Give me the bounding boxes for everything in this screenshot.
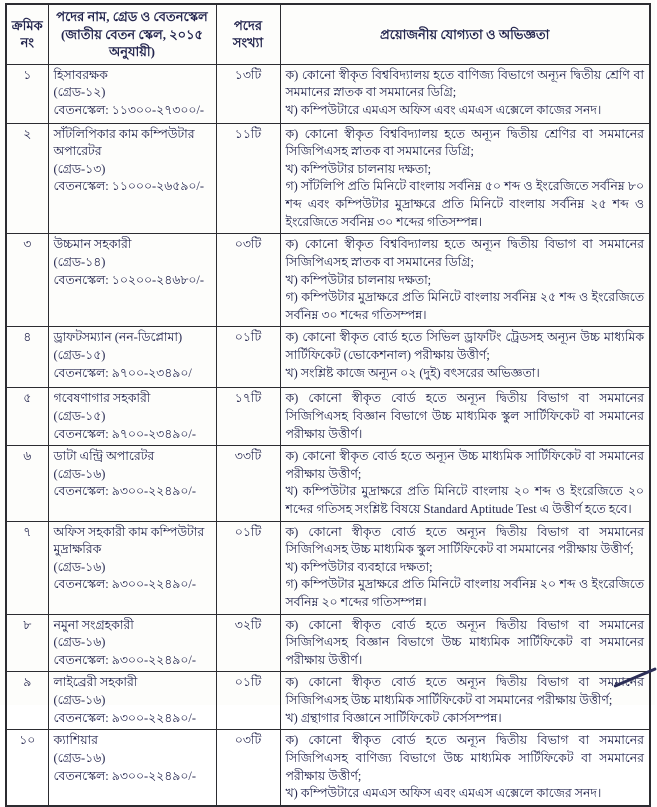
header-serial: ক্রমিক নং [6, 4, 48, 64]
table-row [6, 614, 650, 672]
post-grade: (গ্রেড-১২) [53, 85, 106, 100]
serial-cell: ১০ [6, 730, 48, 806]
vacancy-count-cell: ১৩টি [216, 64, 280, 123]
qualification-line: ক) কোনো স্বীকৃত বোর্ড হতে অন্যূন দ্বিতীয় বিভাগ বা সমমানের সিজিপিএসহ বিজ্ঞান বিভাগে উচ্চ মাধ্যমিক স্কুল সার্টিফিকেট বা সমমানের পরীক্ষায় উত্তীর্ণ। [285, 391, 644, 441]
table-row [6, 672, 650, 730]
post-pay-scale: বেতনস্কেল: ৯৩০০-২২৪৯০/- [53, 652, 196, 667]
qualification-line: খ) সংশ্লিষ্ট কাজে অন্যূন ০২ (দুই) বৎসরের অভিজ্ঞতা। [285, 365, 540, 380]
qualification-line: খ) কম্পিউটারে এমএস অফিস এবং এমএস এক্সেলে কাজের সনদ। [285, 102, 602, 117]
serial-cell: ২ [6, 123, 48, 234]
qualification-line: খ) কম্পিউটার চালনায় দক্ষতা; [285, 161, 432, 176]
vacancy-count-cell: ০১টি [216, 327, 280, 388]
post-pay-scale: বেতনস্কেল: ৯৩০০-২২৪৯০/- [53, 484, 196, 499]
table-body [6, 64, 650, 806]
post-pay-scale: বেতনস্কেল: ৯৩০০-২২৪৯০/- [53, 577, 196, 592]
post-name: গবেষণাগার সহকারী [53, 391, 151, 406]
header-count: পদের সংখ্যা [216, 4, 280, 64]
post-cell [48, 614, 216, 672]
post-grade: (গ্রেড-১৬) [53, 750, 106, 765]
qualification-line: খ) কম্পিউটারে এমএস অফিস এবং এমএস এক্সেলে কাজের সনদ। [285, 786, 602, 801]
qualification-line: খ) গ্রন্থাগার বিজ্ঞানে সার্টিফিকেট কোর্সসম্পন্ন। [285, 710, 502, 725]
header-qualification: প্রয়োজনীয় যোগ্যতা ও অভিজ্ঞতা [280, 4, 650, 64]
serial-cell: ৮ [6, 614, 48, 672]
serial-cell: ৯ [6, 672, 48, 730]
post-name: ক্যাশিয়ার [53, 733, 98, 748]
vacancy-count-cell: ০১টি [216, 672, 280, 730]
qualification-line: ক) কোনো স্বীকৃত বিশ্ববিদ্যালয় হতে বাণিজ্য বিভাগে অন্যূন দ্বিতীয় শ্রেণি বা সমমানের স্নাতক বা সমমানের ডিগ্রি; [285, 67, 644, 100]
table-row [6, 730, 650, 806]
post-cell [48, 672, 216, 730]
table-row [6, 388, 650, 446]
vacancy-count-cell: ০৩টি [216, 234, 280, 327]
qualification-cell [280, 446, 650, 521]
post-name: লাইব্রেরী সহকারী [53, 675, 138, 690]
qualification-line: খ) কম্পিউটার চালনায় দক্ষতা; [285, 272, 432, 287]
qualification-cell [280, 614, 650, 672]
post-cell [48, 234, 216, 327]
post-name: হিসাবরক্ষক [53, 67, 108, 82]
post-pay-scale: বেতনস্কেল: ১০২০০-২৪৬৮০/- [53, 272, 205, 287]
post-name: সাঁটলিপিকার কাম কম্পিউটার অপারেটর [53, 126, 195, 159]
post-name: উচ্চমান সহকারী [53, 237, 132, 252]
serial-cell: ৬ [6, 446, 48, 521]
vacancy-count-cell: ১১টি [216, 123, 280, 234]
vacancy-count-cell: ৩৩টি [216, 446, 280, 521]
qualification-line: গ) কম্পিউটার মুদ্রাক্ষরে প্রতি মিনিটে বাংলায় সর্বনিম্ন ২৫ শব্দ ও ইংরেজিতে সর্বনিম্ন ৩০ শব্দের গতিসম্পন্ন। [285, 290, 644, 322]
serial-cell: ৭ [6, 521, 48, 614]
post-grade: (গ্রেড-১৬) [53, 466, 106, 481]
serial-cell: ৩ [6, 234, 48, 327]
post-name: ডাটা এন্ট্রি অপারেটর [53, 449, 155, 464]
post-pay-scale: বেতনস্কেল: ১১০০০-২৬৫৯০/- [53, 179, 204, 194]
post-name: নমুনা সংগ্রহকারী [53, 617, 134, 632]
qualification-line: গ) সাঁটলিপি প্রতি মিনিটে বাংলায় সর্বনিম্ন ৫০ শব্দ ও ইংরেজিতে সর্বনিম্ন ৮০ শব্দ এবং কম্পিউটার মুদ্রাক্ষরে প্রতি মিনিটে বাংলায় সর্বনিম্ন ২৫ শব্দ ও ইংরেজিতে সর্বনিম্ন ৩০ শব্দের গতিসম্পন্ন। [285, 179, 644, 229]
post-grade: (গ্রেড-১৬) [53, 693, 106, 708]
header-row [6, 4, 650, 64]
post-name: ড্রাফটসম্যান (নন-ডিপ্লোমা) [53, 330, 183, 345]
qualification-line: গ) কম্পিউটার মুদ্রাক্ষরে প্রতি মিনিটে বাংলায় সর্বনিম্ন ২০ শব্দ ও ইংরেজিতে সর্বনিম্ন ২০ শব্দের গতিসম্পন্ন। [285, 577, 644, 610]
post-cell [48, 446, 216, 521]
post-pay-scale: বেতনস্কেল: ৯৩০০-২২৪৯০/- [53, 710, 196, 725]
post-cell [48, 64, 216, 123]
vacancy-count-cell: ১৭টি [216, 388, 280, 446]
qualification-cell [280, 672, 650, 730]
qualification-line: ক) কোনো স্বীকৃত বোর্ড হতে অন্যূন দ্বিতীয় বিভাগ বা সমমানের সিজিপিএসহ বিজ্ঞান বিভাগে উচ্চ মাধ্যমিক সার্টিফিকেট বা সমমানের পরীক্ষায় উত্তীর্ণ। [285, 617, 644, 667]
qualification-cell [280, 521, 650, 614]
qualification-cell [280, 730, 650, 806]
vacancy-count-cell: ০১টি [216, 521, 280, 614]
post-grade: (গ্রেড-১৩) [53, 161, 106, 176]
qualification-line: ক) কোনো স্বীকৃত বোর্ড হতে সিভিল ড্রাফটিং ট্রেডসহ অন্যূন উচ্চ মাধ্যমিক সার্টিফিকেট (ভোকেশনাল) পরীক্ষায় উত্তীর্ণ; [285, 330, 644, 362]
qualification-cell [280, 388, 650, 446]
serial-cell: ৫ [6, 388, 48, 446]
post-grade: (গ্রেড-১৫) [53, 408, 106, 423]
post-cell [48, 327, 216, 388]
post-cell [48, 388, 216, 446]
qualification-line: ক) কোনো স্বীকৃত বিশ্ববিদ্যালয় হতে অন্যূন দ্বিতীয় শ্রেণির বা সমমানের সিজিপিএসহ স্নাতক বা সমমানের ডিগ্রি; [285, 126, 644, 159]
post-grade: (গ্রেড-১৬) [53, 635, 106, 650]
table-row [6, 521, 650, 614]
post-name: অফিস সহকারী কাম কম্পিউটার মুদ্রাক্ষরিক [53, 524, 205, 557]
qualification-line: খ) কম্পিউটার ব্যবহারে দক্ষতা; [285, 559, 433, 574]
qualification-line: ক) কোনো স্বীকৃত বোর্ড হতে অন্যূন দ্বিতীয় বিভাগ বা সমমানের সিজিপিএসহ উচ্চ মাধ্যমিক সার্টিফিকেট বা সমমানের পরীক্ষায় উত্তীর্ণ; [285, 675, 644, 708]
qualification-cell [280, 327, 650, 388]
table-row [6, 123, 650, 234]
qualification-line: ক) কোনো স্বীকৃত বোর্ড হতে অন্যূন দ্বিতীয় বিভাগ বা সমমানের সিজিপিএসহ বাণিজ্য বিভাগে উচ্চ মাধ্যমিক সার্টিফিকেট বা সমমানের পরীক্ষায় উত্তীর্ণ; [285, 733, 644, 783]
post-grade: (গ্রেড-১৬) [53, 559, 106, 574]
post-pay-scale: বেতনস্কেল: ১১৩০০-২৭৩০০/- [53, 102, 205, 117]
header-post-line1: পদের নাম, গ্রেড ও বেতনস্কেল [56, 9, 208, 24]
qualification-line: খ) কম্পিউটার মুদ্রাক্ষরে প্রতি মিনিটে বাংলায় ২০ শব্দ ও ইংরেজিতে ২০ শব্দের গতিসহ সংশ্লিষ্ট বিষয়ে Standard Aptitude Test এ উত্তীর্ণ হতে হবে। [285, 484, 644, 516]
post-cell [48, 730, 216, 806]
table-row [6, 327, 650, 388]
post-cell [48, 521, 216, 614]
vacancy-count-cell: ৩২টি [216, 614, 280, 672]
qualification-cell [280, 64, 650, 123]
post-grade: (গ্রেড-১৫) [53, 347, 106, 362]
header-post [48, 4, 216, 64]
post-grade: (গ্রেড-১৪) [53, 254, 106, 269]
post-cell [48, 123, 216, 234]
serial-cell: ১ [6, 64, 48, 123]
table-row [6, 234, 650, 327]
post-pay-scale: বেতনস্কেল: ৯৭০০-২৩৪৯০/ [53, 365, 192, 380]
post-pay-scale: বেতনস্কেল: ৯৭০০-২৩৪৯০/- [53, 426, 196, 441]
qualification-cell [280, 123, 650, 234]
post-pay-scale: বেতনস্কেল: ৯৩০০-২২৪৯০/- [53, 768, 196, 783]
qualification-line: ক) কোনো স্বীকৃত বোর্ড হতে অন্যূন দ্বিতীয় বিভাগ বা সমমানের সিজিপিএসহ উচ্চ মাধ্যমিক স্কুল সার্টিফিকেট বা সমমানের পরীক্ষায় উত্তীর্ণ; [285, 524, 644, 557]
vacancy-count-cell: ০৩টি [216, 730, 280, 806]
table-row [6, 446, 650, 521]
serial-cell: ৪ [6, 327, 48, 388]
qualification-cell [280, 234, 650, 327]
table-row [6, 64, 650, 123]
qualification-line: ক) কোনো স্বীকৃত বিশ্ববিদ্যালয় হতে অন্যূন দ্বিতীয় বিভাগ বা সমমানের সিজিপিএসহ স্নাতক বা সমমানের ডিগ্রি; [285, 237, 644, 269]
header-post-line2: (জাতীয় বেতন স্কেল, ২০১৫ অনুযায়ী) [61, 26, 203, 60]
vacancy-table [5, 3, 651, 807]
qualification-line: ক) কোনো স্বীকৃত বোর্ড হতে অন্যূন উচ্চ মাধ্যমিক সার্টিফিকেট বা সমমানের পরীক্ষায় উত্তীর্ণ; [285, 449, 644, 481]
